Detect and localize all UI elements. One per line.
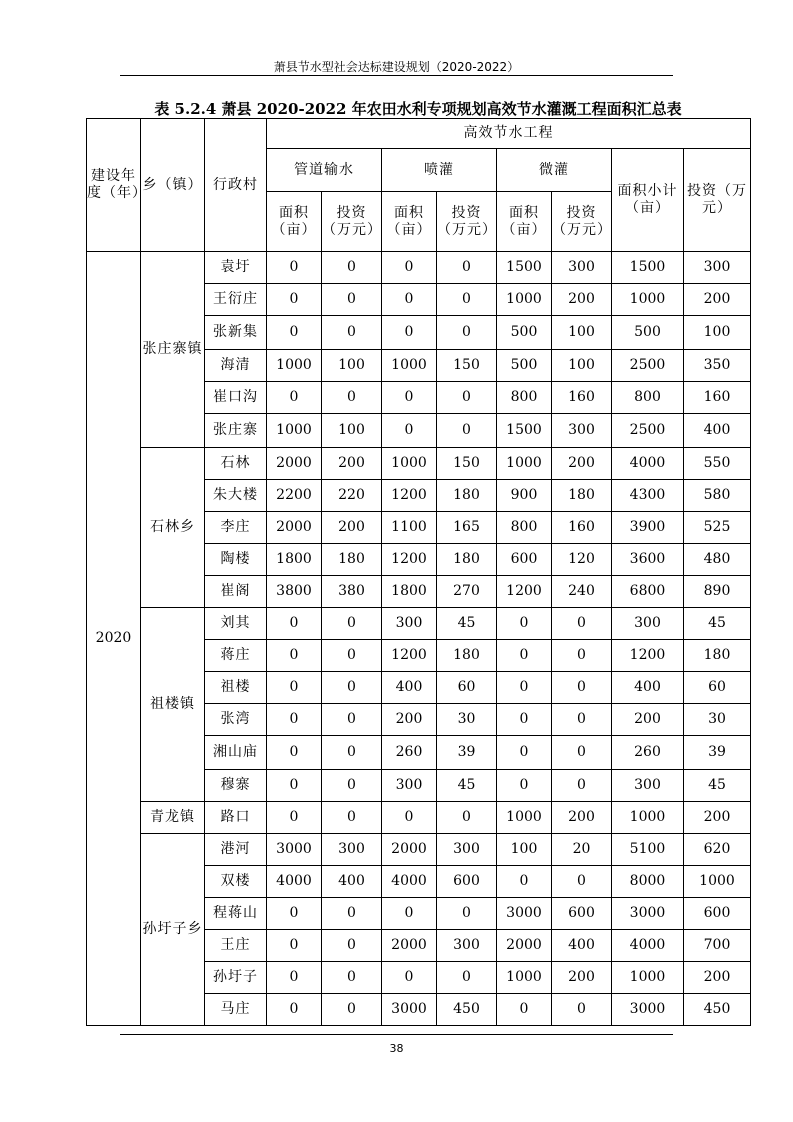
value-cell: 45 (684, 608, 751, 640)
value-cell: 8000 (612, 866, 684, 898)
col-micro: 微灌 (497, 149, 612, 192)
value-cell: 200 (322, 448, 382, 480)
value-cell: 620 (684, 834, 751, 866)
value-cell: 0 (382, 382, 437, 414)
value-cell: 160 (552, 512, 612, 544)
town-cell: 祖楼镇 (141, 608, 205, 802)
value-cell: 0 (267, 316, 322, 350)
value-cell: 400 (612, 672, 684, 704)
value-cell: 0 (267, 770, 322, 802)
value-cell: 3800 (267, 576, 322, 608)
value-cell: 0 (497, 608, 552, 640)
value-cell: 0 (267, 898, 322, 930)
value-cell: 300 (612, 608, 684, 640)
value-cell: 4000 (267, 866, 322, 898)
value-cell: 260 (382, 736, 437, 770)
value-cell: 500 (497, 350, 552, 382)
value-cell: 0 (322, 252, 382, 284)
value-cell: 1200 (497, 576, 552, 608)
col-micro-invest: 投资（万元） (552, 192, 612, 252)
col-micro-area: 面积（亩） (497, 192, 552, 252)
village-cell: 石林 (205, 448, 267, 480)
value-cell: 3000 (267, 834, 322, 866)
value-cell: 0 (382, 898, 437, 930)
value-cell: 0 (437, 898, 497, 930)
value-cell: 0 (497, 866, 552, 898)
col-village: 行政村 (205, 119, 267, 252)
col-invest-total: 投资（万元） (684, 149, 751, 252)
village-cell: 张新集 (205, 316, 267, 350)
value-cell: 100 (552, 350, 612, 382)
value-cell: 200 (684, 962, 751, 994)
value-cell: 450 (437, 994, 497, 1026)
value-cell: 0 (267, 930, 322, 962)
value-cell: 0 (382, 284, 437, 316)
table-header (87, 119, 751, 252)
village-cell: 王庄 (205, 930, 267, 962)
value-cell: 4000 (612, 930, 684, 962)
value-cell: 4000 (382, 866, 437, 898)
value-cell: 1000 (612, 802, 684, 834)
value-cell: 0 (552, 640, 612, 672)
value-cell: 45 (437, 608, 497, 640)
value-cell: 0 (552, 736, 612, 770)
value-cell: 0 (497, 672, 552, 704)
value-cell: 180 (437, 640, 497, 672)
value-cell: 6800 (612, 576, 684, 608)
col-spray: 喷灌 (382, 149, 497, 192)
value-cell: 30 (684, 704, 751, 736)
irrigation-table (86, 118, 751, 1026)
village-cell: 崔阁 (205, 576, 267, 608)
value-cell: 0 (437, 802, 497, 834)
value-cell: 45 (437, 770, 497, 802)
value-cell: 300 (612, 770, 684, 802)
value-cell: 0 (267, 252, 322, 284)
value-cell: 200 (552, 962, 612, 994)
value-cell: 0 (382, 802, 437, 834)
value-cell: 0 (437, 962, 497, 994)
value-cell: 3000 (612, 994, 684, 1026)
value-cell: 150 (437, 350, 497, 382)
value-cell: 240 (552, 576, 612, 608)
value-cell: 0 (267, 962, 322, 994)
value-cell: 220 (322, 480, 382, 512)
value-cell: 1000 (684, 866, 751, 898)
value-cell: 100 (322, 350, 382, 382)
value-cell: 1000 (612, 284, 684, 316)
value-cell: 300 (684, 252, 751, 284)
value-cell: 150 (437, 448, 497, 480)
value-cell: 180 (437, 480, 497, 512)
value-cell: 60 (684, 672, 751, 704)
page-number: 38 (389, 1042, 404, 1055)
value-cell: 180 (437, 544, 497, 576)
value-cell: 700 (684, 930, 751, 962)
village-cell: 蒋庄 (205, 640, 267, 672)
value-cell: 0 (382, 414, 437, 448)
value-cell: 3600 (612, 544, 684, 576)
value-cell: 5100 (612, 834, 684, 866)
value-cell: 0 (322, 640, 382, 672)
value-cell: 1000 (267, 414, 322, 448)
value-cell: 500 (612, 316, 684, 350)
value-cell: 1000 (382, 350, 437, 382)
village-cell: 张湾 (205, 704, 267, 736)
value-cell: 2000 (382, 834, 437, 866)
table-row (87, 608, 751, 640)
value-cell: 2500 (612, 414, 684, 448)
table-row (87, 448, 751, 480)
col-spray-invest: 投资（万元） (437, 192, 497, 252)
table-row (87, 802, 751, 834)
value-cell: 800 (497, 382, 552, 414)
col-pipe-area: 面积（亩） (267, 192, 322, 252)
value-cell: 4300 (612, 480, 684, 512)
value-cell: 1800 (267, 544, 322, 576)
value-cell: 1000 (497, 802, 552, 834)
value-cell: 1500 (497, 252, 552, 284)
value-cell: 1200 (382, 640, 437, 672)
value-cell: 2000 (497, 930, 552, 962)
value-cell: 200 (552, 802, 612, 834)
table-row (87, 252, 751, 284)
value-cell: 0 (322, 316, 382, 350)
village-cell: 朱大楼 (205, 480, 267, 512)
value-cell: 200 (684, 802, 751, 834)
value-cell: 1200 (612, 640, 684, 672)
value-cell: 0 (322, 736, 382, 770)
value-cell: 0 (267, 382, 322, 414)
running-header: 萧县节水型社会达标建设规划（2020-2022） (273, 60, 520, 74)
value-cell: 1100 (382, 512, 437, 544)
table-row (87, 834, 751, 866)
town-cell: 青龙镇 (141, 802, 205, 834)
value-cell: 0 (267, 640, 322, 672)
value-cell: 100 (497, 834, 552, 866)
value-cell: 0 (322, 770, 382, 802)
value-cell: 350 (684, 350, 751, 382)
value-cell: 900 (497, 480, 552, 512)
col-year: 建设年度（年） (87, 119, 141, 252)
value-cell: 0 (382, 252, 437, 284)
village-cell: 李庄 (205, 512, 267, 544)
value-cell: 600 (437, 866, 497, 898)
value-cell: 400 (552, 930, 612, 962)
value-cell: 260 (612, 736, 684, 770)
value-cell: 0 (267, 672, 322, 704)
value-cell: 0 (497, 640, 552, 672)
value-cell: 0 (322, 672, 382, 704)
value-cell: 100 (684, 316, 751, 350)
col-pipe: 管道输水 (267, 149, 382, 192)
value-cell: 60 (437, 672, 497, 704)
value-cell: 0 (437, 284, 497, 316)
village-cell: 张庄寨 (205, 414, 267, 448)
value-cell: 500 (497, 316, 552, 350)
value-cell: 2500 (612, 350, 684, 382)
value-cell: 300 (322, 834, 382, 866)
value-cell: 300 (382, 608, 437, 640)
value-cell: 0 (267, 802, 322, 834)
table-caption: 表 5.2.4 萧县 2020-2022 年农田水利专项规划高效节水灌溉工程面积汇总表 (154, 100, 682, 118)
value-cell: 0 (552, 608, 612, 640)
value-cell: 400 (684, 414, 751, 448)
value-cell: 800 (497, 512, 552, 544)
village-cell: 双楼 (205, 866, 267, 898)
value-cell: 0 (322, 994, 382, 1026)
value-cell: 0 (552, 672, 612, 704)
value-cell: 160 (684, 382, 751, 414)
value-cell: 890 (684, 576, 751, 608)
value-cell: 270 (437, 576, 497, 608)
col-town: 乡（镇） (141, 119, 205, 252)
value-cell: 2200 (267, 480, 322, 512)
value-cell: 200 (322, 512, 382, 544)
value-cell: 200 (684, 284, 751, 316)
value-cell: 0 (267, 994, 322, 1026)
value-cell: 2000 (267, 448, 322, 480)
value-cell: 1000 (497, 284, 552, 316)
value-cell: 0 (437, 316, 497, 350)
value-cell: 200 (552, 284, 612, 316)
value-cell: 1000 (267, 350, 322, 382)
value-cell: 400 (322, 866, 382, 898)
value-cell: 0 (322, 930, 382, 962)
value-cell: 1000 (612, 962, 684, 994)
value-cell: 0 (497, 770, 552, 802)
value-cell: 3000 (497, 898, 552, 930)
town-cell: 孙圩子乡 (141, 834, 205, 1026)
value-cell: 0 (267, 608, 322, 640)
value-cell: 0 (437, 414, 497, 448)
table-body (87, 252, 751, 1026)
value-cell: 45 (684, 770, 751, 802)
value-cell: 300 (382, 770, 437, 802)
value-cell: 1000 (497, 448, 552, 480)
village-cell: 祖楼 (205, 672, 267, 704)
village-cell: 陶楼 (205, 544, 267, 576)
town-cell: 石林乡 (141, 448, 205, 608)
value-cell: 2000 (382, 930, 437, 962)
value-cell: 0 (552, 866, 612, 898)
value-cell: 1200 (382, 480, 437, 512)
value-cell: 200 (612, 704, 684, 736)
value-cell: 1500 (497, 414, 552, 448)
value-cell: 4000 (612, 448, 684, 480)
village-cell: 港河 (205, 834, 267, 866)
village-cell: 穆寨 (205, 770, 267, 802)
value-cell: 580 (684, 480, 751, 512)
value-cell: 160 (552, 382, 612, 414)
value-cell: 600 (684, 898, 751, 930)
value-cell: 0 (382, 962, 437, 994)
value-cell: 525 (684, 512, 751, 544)
village-cell: 刘其 (205, 608, 267, 640)
footer-divider (120, 1034, 673, 1035)
value-cell: 0 (497, 704, 552, 736)
value-cell: 30 (437, 704, 497, 736)
value-cell: 1000 (497, 962, 552, 994)
value-cell: 20 (552, 834, 612, 866)
value-cell: 2000 (267, 512, 322, 544)
value-cell: 0 (322, 608, 382, 640)
value-cell: 0 (267, 736, 322, 770)
value-cell: 0 (267, 284, 322, 316)
value-cell: 450 (684, 994, 751, 1026)
value-cell: 180 (322, 544, 382, 576)
value-cell: 165 (437, 512, 497, 544)
value-cell: 180 (552, 480, 612, 512)
village-cell: 崔口沟 (205, 382, 267, 414)
value-cell: 0 (497, 736, 552, 770)
village-cell: 袁圩 (205, 252, 267, 284)
value-cell: 100 (322, 414, 382, 448)
value-cell: 480 (684, 544, 751, 576)
col-spray-area: 面积（亩） (382, 192, 437, 252)
value-cell: 300 (437, 834, 497, 866)
value-cell: 3000 (612, 898, 684, 930)
col-group-efficient: 高效节水工程 (267, 119, 751, 149)
value-cell: 380 (322, 576, 382, 608)
village-cell: 孙圩子 (205, 962, 267, 994)
value-cell: 0 (497, 994, 552, 1026)
value-cell: 0 (437, 252, 497, 284)
value-cell: 0 (552, 994, 612, 1026)
value-cell: 600 (497, 544, 552, 576)
value-cell: 100 (552, 316, 612, 350)
value-cell: 1200 (382, 544, 437, 576)
value-cell: 300 (552, 414, 612, 448)
value-cell: 400 (382, 672, 437, 704)
village-cell: 王衍庄 (205, 284, 267, 316)
value-cell: 0 (322, 802, 382, 834)
value-cell: 1500 (612, 252, 684, 284)
value-cell: 300 (437, 930, 497, 962)
value-cell: 0 (322, 898, 382, 930)
value-cell: 550 (684, 448, 751, 480)
value-cell: 200 (552, 448, 612, 480)
value-cell: 0 (552, 770, 612, 802)
header-divider (120, 75, 673, 76)
value-cell: 1800 (382, 576, 437, 608)
value-cell: 0 (437, 382, 497, 414)
value-cell: 3900 (612, 512, 684, 544)
value-cell: 1000 (382, 448, 437, 480)
value-cell: 0 (322, 962, 382, 994)
col-pipe-invest: 投资（万元） (322, 192, 382, 252)
village-cell: 海清 (205, 350, 267, 382)
village-cell: 马庄 (205, 994, 267, 1026)
value-cell: 300 (552, 252, 612, 284)
value-cell: 600 (552, 898, 612, 930)
value-cell: 120 (552, 544, 612, 576)
year-cell: 2020 (87, 252, 141, 1026)
value-cell: 0 (267, 704, 322, 736)
value-cell: 180 (684, 640, 751, 672)
value-cell: 3000 (382, 994, 437, 1026)
value-cell: 0 (382, 316, 437, 350)
value-cell: 39 (437, 736, 497, 770)
village-cell: 程蒋山 (205, 898, 267, 930)
col-area-subtotal: 面积小计（亩） (612, 149, 684, 252)
value-cell: 0 (322, 704, 382, 736)
value-cell: 0 (322, 382, 382, 414)
value-cell: 0 (322, 284, 382, 316)
value-cell: 39 (684, 736, 751, 770)
town-cell: 张庄寨镇 (141, 252, 205, 448)
village-cell: 路口 (205, 802, 267, 834)
value-cell: 0 (552, 704, 612, 736)
village-cell: 湘山庙 (205, 736, 267, 770)
value-cell: 200 (382, 704, 437, 736)
value-cell: 800 (612, 382, 684, 414)
